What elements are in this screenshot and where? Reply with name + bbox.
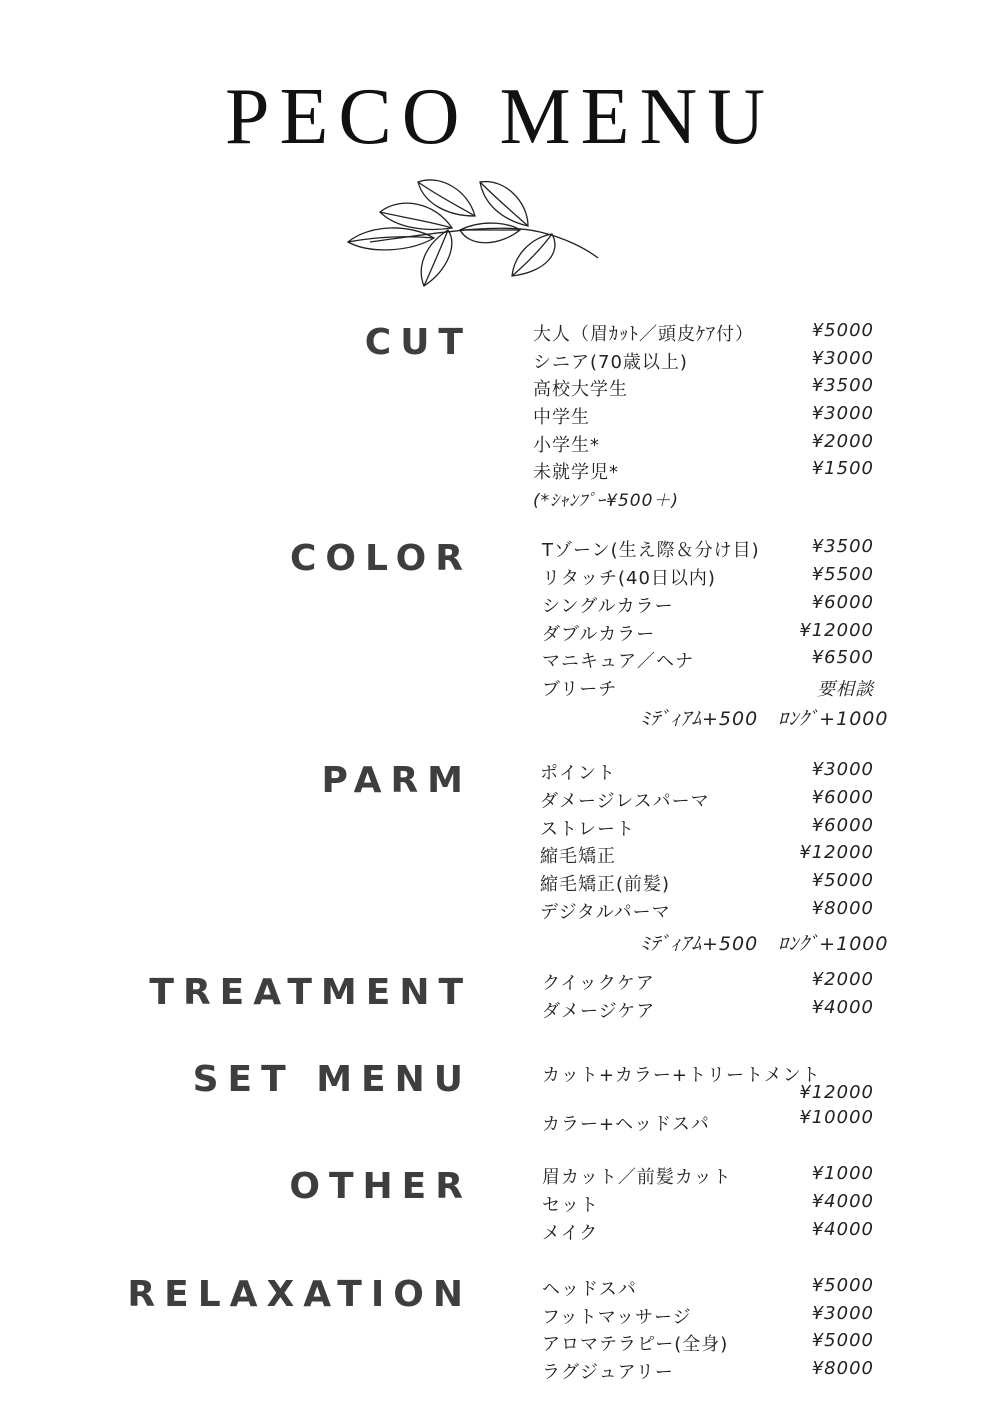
menu-item-price: ¥5000 xyxy=(811,870,874,891)
menu-item xyxy=(0,1107,1000,1138)
menu-item xyxy=(0,348,1000,376)
menu-item xyxy=(0,870,1000,898)
menu-item xyxy=(0,1163,1000,1191)
menu-item-price: ¥4000 xyxy=(811,1191,874,1212)
menu-item-name: ダメージレスパーマ xyxy=(540,791,710,812)
section-title-cut: CUT xyxy=(364,322,472,363)
menu-item xyxy=(0,1275,1000,1303)
menu-item xyxy=(0,1330,1000,1358)
menu-item-price: ¥6000 xyxy=(811,787,874,808)
menu-item xyxy=(0,1358,1000,1386)
menu-item-price: ¥4000 xyxy=(811,997,874,1018)
section-title-set-menu: SET MENU xyxy=(192,1059,472,1100)
menu-item xyxy=(0,1061,1000,1103)
menu-item-name: フットマッサージ xyxy=(542,1307,692,1328)
menu-item xyxy=(0,898,1000,926)
menu-item-price: ¥8000 xyxy=(811,898,874,919)
menu-item-price: ¥2000 xyxy=(811,431,874,452)
menu-item xyxy=(0,536,1000,564)
section-title-relaxation: RELAXATION xyxy=(127,1274,472,1315)
menu-item xyxy=(0,564,1000,592)
menu-item-name: ブリーチ xyxy=(542,679,618,700)
menu-item xyxy=(0,842,1000,870)
section-title-color: COLOR xyxy=(289,538,472,579)
menu-item-name: 高校大学生 xyxy=(533,379,628,400)
menu-item xyxy=(0,815,1000,843)
section-note: (*ｼｬﾝﾌﾟｰ¥500＋) xyxy=(533,491,680,511)
section-title-treatment: TREATMENT xyxy=(149,972,472,1013)
menu-item-price: ¥12000 xyxy=(799,1082,874,1103)
menu-item-name: ダメージケア xyxy=(542,1001,656,1022)
menu-item xyxy=(0,403,1000,431)
menu-item xyxy=(0,431,1000,459)
menu-item-price: ¥5500 xyxy=(811,564,874,585)
menu-item xyxy=(0,759,1000,787)
menu-item-name: マニキュア／ヘナ xyxy=(542,651,694,672)
menu-item xyxy=(0,647,1000,675)
menu-item xyxy=(0,969,1000,997)
menu-item-name: ストレート xyxy=(540,819,635,840)
menu-item-price: ¥3000 xyxy=(811,348,874,369)
menu-item-price: ¥3000 xyxy=(811,759,874,780)
menu-item-price: ¥12000 xyxy=(799,620,874,641)
menu-item-price: ¥8000 xyxy=(811,1358,874,1379)
menu-item-name: ヘッドスパ xyxy=(542,1279,637,1300)
menu-item-price: ¥5000 xyxy=(811,1330,874,1351)
menu-item-name: ラグジュアリー xyxy=(542,1362,674,1383)
menu-item-price: ¥3500 xyxy=(811,536,874,557)
menu-item-name: 小学生* xyxy=(533,435,600,456)
menu-item-name: カラー+ヘッドスパ xyxy=(542,1114,710,1135)
menu-item-price: ¥10000 xyxy=(799,1107,874,1128)
menu-item-name: 大人（眉ｶｯﾄ／頭皮ｹｱ付） xyxy=(533,324,754,345)
menu-item-name: アロマテラピー(全身) xyxy=(542,1334,729,1355)
menu-item-name: メイク xyxy=(542,1223,599,1244)
menu-item xyxy=(0,787,1000,815)
menu-item xyxy=(0,592,1000,620)
menu-item-price: ¥12000 xyxy=(799,842,874,863)
menu-item-name: クイックケア xyxy=(542,973,655,994)
page-title: PECO MENU xyxy=(224,73,776,161)
section-title-parm: PARM xyxy=(321,760,472,801)
menu-item xyxy=(0,375,1000,403)
menu-item xyxy=(0,1219,1000,1247)
menu-item xyxy=(0,320,1000,348)
section-note: ﾐﾃﾞｨｱﾑ+500 ﾛﾝｸﾞ+1000 xyxy=(640,933,889,955)
section-note: ﾐﾃﾞｨｱﾑ+500 ﾛﾝｸﾞ+1000 xyxy=(640,708,889,730)
menu-item-price: ¥3000 xyxy=(811,403,874,424)
menu-item-price: 要相談 xyxy=(817,679,874,700)
menu-item-price: ¥3500 xyxy=(811,375,874,396)
menu-item-name: ダブルカラー xyxy=(542,624,656,645)
menu-item-price: ¥5000 xyxy=(811,1275,874,1296)
menu-item-price: ¥4000 xyxy=(811,1219,874,1240)
menu-item-name: カット+カラー+トリートメント xyxy=(542,1065,821,1086)
menu-item-name: 未就学児* xyxy=(533,462,619,483)
menu-item-name: Tゾーン(生え際＆分け目) xyxy=(542,540,760,561)
menu-item-name: 縮毛矯正(前髪) xyxy=(540,874,671,895)
menu-item xyxy=(0,458,1000,486)
menu-item-price: ¥3000 xyxy=(811,1303,874,1324)
leaf-branch-icon xyxy=(340,172,610,292)
menu-item-price: ¥6000 xyxy=(811,592,874,613)
menu-item-name: シングルカラー xyxy=(542,596,674,617)
menu-item-price: ¥2000 xyxy=(811,969,874,990)
menu-item-price: ¥1000 xyxy=(811,1163,874,1184)
menu-item-name: 眉カット／前髪カット xyxy=(542,1167,732,1188)
menu-item xyxy=(0,1303,1000,1331)
menu-item-name: 縮毛矯正 xyxy=(540,846,616,867)
menu-item xyxy=(0,620,1000,648)
menu-item xyxy=(0,675,1000,703)
menu-item-name: ポイント xyxy=(540,763,616,784)
menu-item-name: シニア(70歳以上) xyxy=(533,352,688,373)
menu-item-price: ¥6500 xyxy=(811,647,874,668)
menu-item-name: デジタルパーマ xyxy=(540,902,671,923)
menu-item-price: ¥5000 xyxy=(811,320,874,341)
section-title-other: OTHER xyxy=(289,1166,472,1207)
menu-item-price: ¥1500 xyxy=(811,458,874,479)
menu-item-name: セット xyxy=(542,1195,599,1216)
menu-item-price: ¥6000 xyxy=(811,815,874,836)
menu-item xyxy=(0,1191,1000,1219)
menu-item xyxy=(0,997,1000,1025)
menu-item-name: 中学生 xyxy=(533,407,590,428)
menu-item-name: リタッチ(40日以内) xyxy=(542,568,716,589)
